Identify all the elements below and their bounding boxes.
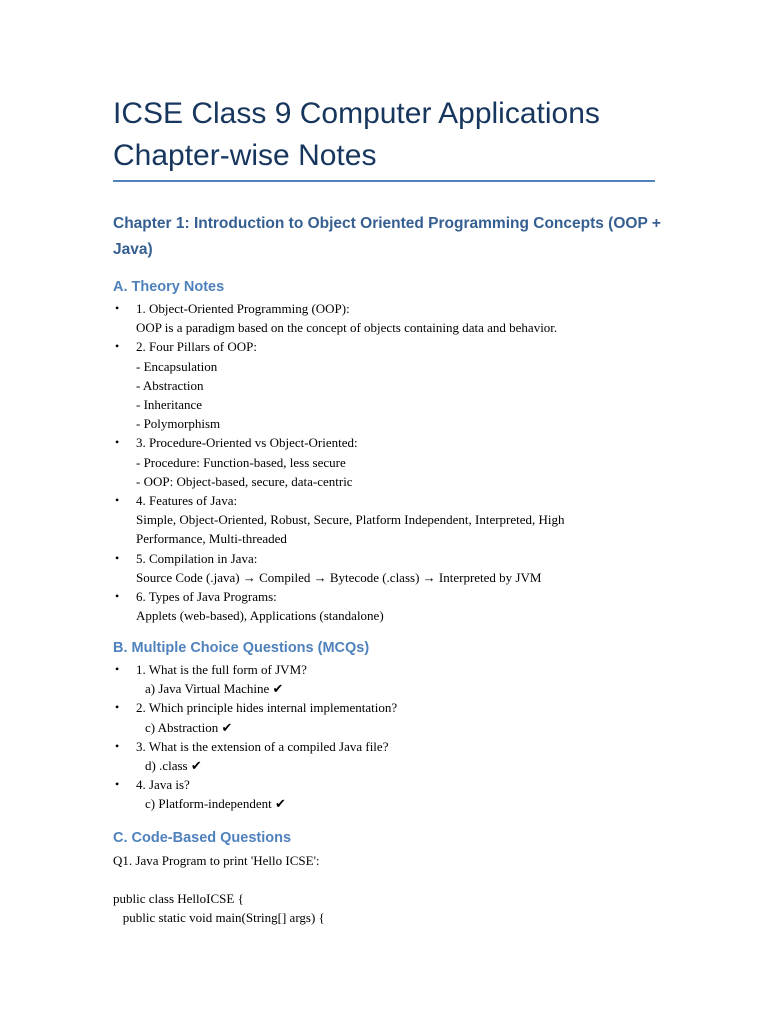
mcq-heading: B. Multiple Choice Questions (MCQs) [113, 640, 370, 656]
code-line: public class HelloICSE { [113, 891, 244, 906]
mcq-item [113, 775, 673, 813]
theory-item-line: - OOP: Object-based, secure, data-centric [136, 473, 353, 489]
mcq-answer: a) Java Virtual Machine ✔ [145, 681, 284, 697]
mcq-answer: d) .class ✔ [145, 758, 202, 774]
theory-list-item [113, 337, 673, 433]
theory-heading: A. Theory Notes [113, 279, 225, 295]
mcq-question: 2. Which principle hides internal implementation? [136, 700, 398, 716]
mcq-question: 1. What is the full form of JVM? [136, 662, 307, 677]
bullet-icon: • [115, 589, 120, 604]
theory-item-line: - Encapsulation [136, 358, 218, 374]
mcq-item [113, 660, 673, 698]
title-line: Chapter-wise Notes [113, 139, 377, 172]
theory-item-title: 6. Types of Java Programs: [136, 589, 277, 605]
theory-item-line: Source Code (.java) → Compiled → Bytecode (.class) → Interpreted by JVM [136, 569, 542, 585]
theory-item-line: OOP is a paradigm based on the concept of objects containing data and behavior. [136, 320, 558, 336]
theory-list-item [113, 299, 673, 337]
bullet-icon: • [115, 493, 120, 508]
bullet-icon: • [115, 738, 120, 753]
mcq-item [113, 698, 673, 736]
theory-list [113, 299, 673, 625]
theory-item-line: - Polymorphism [136, 416, 221, 432]
chapter-heading: Chapter 1: Introduction to Object Oriented Programming Concepts (OOP + Java) [113, 215, 661, 258]
theory-item-title: 2. Four Pillars of OOP: [136, 339, 257, 355]
theory-list-item [113, 549, 673, 587]
theory-list-item [113, 491, 673, 549]
theory-item-title: 3. Procedure-Oriented vs Object-Oriented: [136, 435, 358, 451]
code-question: Q1. Java Program to print 'Hello ICSE': [113, 853, 320, 868]
theory-item-line: Simple, Object-Oriented, Robust, Secure, Platform Independent, Interpreted, High [136, 512, 565, 528]
code-heading: C. Code-Based Questions [113, 830, 292, 846]
theory-item-title: 4. Features of Java: [136, 493, 238, 509]
document-title [113, 93, 673, 177]
bullet-icon: • [115, 339, 120, 354]
theory-list-item [113, 433, 673, 491]
bullet-icon: • [115, 435, 120, 450]
code-line: public static void main(String[] args) { [113, 910, 325, 926]
bullet-icon: • [115, 777, 120, 792]
bullet-icon: • [115, 700, 120, 715]
mcq-list [113, 660, 673, 814]
theory-item-line: Applets (web-based), Applications (standalone) [136, 608, 384, 624]
title-divider [113, 180, 655, 182]
bullet-icon: • [115, 550, 120, 565]
theory-list-item [113, 587, 673, 625]
theory-item-title: 5. Compilation in Java: [136, 550, 258, 566]
theory-item-line: - Procedure: Function-based, less secure [136, 454, 346, 470]
mcq-question: 3. What is the extension of a compiled Java file? [136, 738, 389, 754]
mcq-item [113, 737, 673, 775]
theory-item-title: 1. Object-Oriented Programming (OOP): [136, 301, 350, 316]
bullet-icon: • [115, 301, 120, 315]
bullet-icon: • [115, 662, 120, 676]
title-line: ICSE Class 9 Computer Applications [113, 97, 600, 130]
code-block [113, 889, 673, 927]
mcq-answer: c) Platform-independent ✔ [145, 796, 286, 812]
theory-item-line: - Abstraction [136, 377, 204, 393]
theory-item-line: Performance, Multi-threaded [136, 531, 287, 547]
theory-item-line: - Inheritance [136, 397, 203, 413]
mcq-question: 4. Java is? [136, 777, 190, 793]
mcq-answer: c) Abstraction ✔ [145, 719, 233, 735]
